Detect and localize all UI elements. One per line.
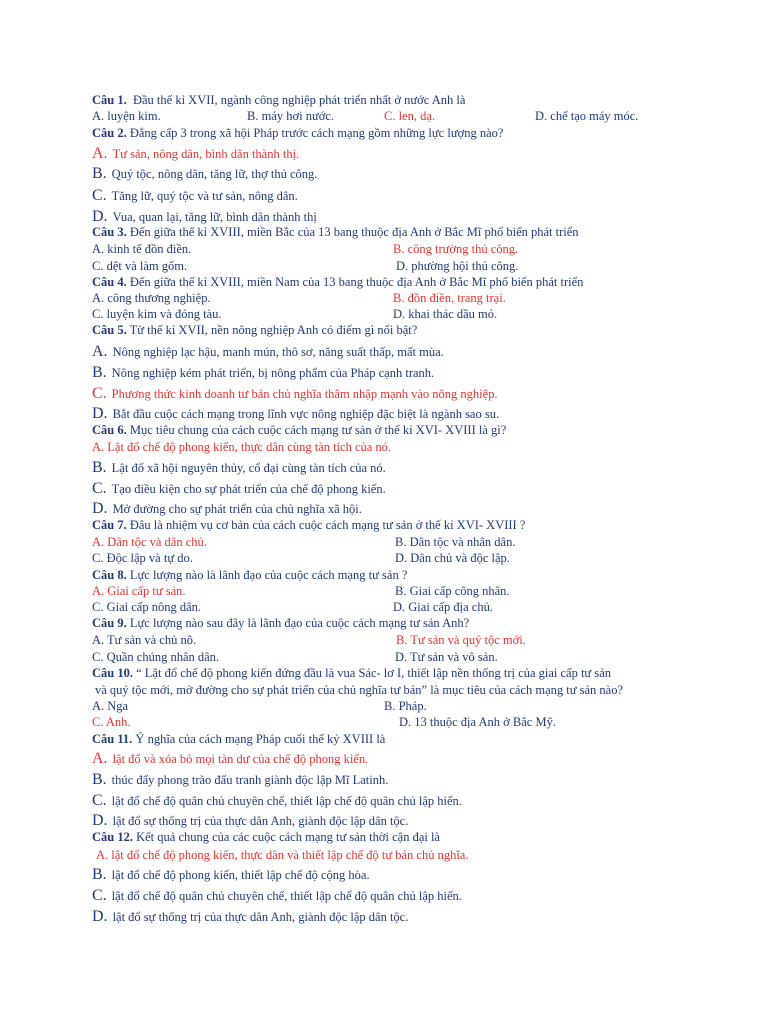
q5-option-d: D. Bắt đầu cuộc cách mạng trong lĩnh vực nông nghiệp đặc biệt là ngành sao su. <box>92 405 500 422</box>
question-2: Câu 2. Đẳng cấp 3 trong xã hội Pháp trước cách mạng gồm những lực lượng nào? <box>92 126 504 140</box>
q4-option-d: D. khai thác dầu mỏ. <box>393 307 498 321</box>
q1-option-c: C. len, dạ. <box>384 109 436 123</box>
question-1: Câu 1. Đầu thế kỉ XVII, ngành công nghiệp phát triển nhất ở nước Anh là <box>92 93 466 107</box>
q6-option-d: D. Mở đường cho sự phát triển của chủ nghĩa xã hội. <box>92 500 362 517</box>
q9-option-a: A. Tư sản và chủ nô. <box>92 633 197 647</box>
q3-option-a: A. kinh tế đồn điền. <box>92 242 192 256</box>
q9-option-c: C. Quần chúng nhân dân. <box>92 650 220 664</box>
q12-option-d: D. lật đổ sự thống trị của thực dân Anh, giành độc lập dân tộc. <box>92 908 409 925</box>
q7-option-c: C. Độc lập và tự do. <box>92 551 193 565</box>
q9-option-d: D. Tư sản và vô sản. <box>395 650 498 664</box>
q7-option-b: B. Dân tộc và nhân dân. <box>395 535 516 549</box>
q3-option-d: D. phường hội thủ công. <box>396 259 519 273</box>
q2-option-c: C. Tăng lữ, quý tộc và tư sản, nông dân. <box>92 187 298 204</box>
q7-option-d: D. Dân chủ và độc lập. <box>395 551 510 565</box>
q5-option-a: A. Nông nghiệp lạc hậu, manh mún, thô sơ, năng suất thấp, mất mùa. <box>92 343 444 360</box>
q11-option-d: D. lật đổ sự thống trị của thực dân Anh, giành độc lập dân tộc. <box>92 812 409 829</box>
q4-option-a: A. công thương nghiệp. <box>92 291 211 305</box>
q8-option-d: D. Giai cấp địa chủ. <box>393 600 493 614</box>
q8-option-b: B. Giai cấp công nhân. <box>395 584 510 598</box>
question-10: Câu 10. “ Lật đổ chế độ phong kiến đứng đầu là vua Sác- lơ I, thiết lập nền thống trị của giai cấp tư sản <box>92 666 611 680</box>
q8-option-c: C. Giai cấp nông dân. <box>92 600 202 614</box>
question-7: Câu 7. Đâu là nhiệm vụ cơ bản của cách cuộc cách mạng tư sản ở thế kỉ XVI- XVIII ? <box>92 518 526 532</box>
q1-option-b: B. máy hơi nước. <box>247 109 334 123</box>
q5-option-c: C. Phương thức kinh doanh tư bản chủ nghĩa thâm nhập mạnh vào nông nghiệp. <box>92 385 498 402</box>
q2-option-b: B. Quý tộc, nông dân, tăng lữ, thợ thủ công. <box>92 165 318 182</box>
q2-option-a: A. Tư sản, nông dân, bình dân thành thị. <box>92 145 300 162</box>
q8-option-a: A. Giai cấp tư sản. <box>92 584 186 598</box>
q6-option-b: B. Lật đổ xã hội nguyên thủy, cổ đại cùng tàn tích của nó. <box>92 459 386 476</box>
q11-option-a: A. lật đổ và xóa bỏ mọi tàn dư của chế độ phong kiến. <box>92 750 369 767</box>
q12-option-a: A. lật đổ chế độ phong kiến, thực dân và thiết lập chế độ tư bản chủ nghĩa. <box>96 848 469 862</box>
q1-option-a: A. luyện kim. <box>92 109 161 123</box>
q7-option-a: A. Dân tộc và dân chủ. <box>92 535 207 549</box>
q6-option-a: A. Lật đổ chế độ phong kiến, thực dân cùng tàn tích của nó. <box>92 440 392 454</box>
q4-option-c: C. luyện kim và đóng tàu. <box>92 307 222 321</box>
q5-option-b: B. Nông nghiệp kém phát triển, bị nông phẩm của Pháp cạnh tranh. <box>92 364 435 381</box>
q4-option-b: B. đồn điền, trang trại. <box>393 291 506 305</box>
q6-option-c: C. Tạo điều kiện cho sự phát triển của chế độ phong kiến. <box>92 480 386 497</box>
question-4: Câu 4. Đến giữa thế kỉ XVIII, miền Nam của 13 bang thuộc địa Anh ở Bắc Mĩ phổ biến phát triển <box>92 275 584 289</box>
q10-option-a: A. Nga <box>92 699 129 713</box>
question-10-cont: và quý tộc mới, mở đường cho sự phát triển của chủ nghĩa tư bản” là mục tiêu của cách mạng tư sản nào? <box>95 683 624 697</box>
q3-option-c: C. dệt và làm gốm. <box>92 259 188 273</box>
question-9: Câu 9. Lực lượng nào sau đây là lãnh đạo của cuộc cách mạng tư sản Anh? <box>92 616 470 630</box>
question-5: Câu 5. Từ thế kỉ XVII, nền nông nghiệp Anh có điểm gì nổi bật? <box>92 323 418 337</box>
q9-option-b: B. Tư sản và quý tộc mới. <box>396 633 526 647</box>
question-12: Câu 12. Kết quả chung của các cuộc cách mạng tư sản thời cận đại là <box>92 830 440 844</box>
q11-option-c: C. lật đổ chế độ quân chủ chuyên chế, thiết lập chế độ quân chủ lập hiến. <box>92 792 462 809</box>
question-3: Câu 3. Đến giữa thế kỉ XVIII, miền Bắc của 13 bang thuộc địa Anh ở Bắc Mĩ phổ biến phát triển <box>92 225 579 239</box>
q3-option-b: B. công trường thủ công. <box>393 242 519 256</box>
q10-option-b: B. Pháp. <box>384 699 427 713</box>
q10-option-c: C. Anh. <box>92 715 131 729</box>
question-11: Câu 11. Ý nghĩa của cách mạng Pháp cuối thế kỷ XVIII là <box>92 732 386 746</box>
q2-option-d: D. Vua, quan lại, tăng lữ, bình dân thành thị <box>92 208 317 225</box>
q11-option-b: B. thúc đẩy phong trào đấu tranh giành độc lập Mĩ Latinh. <box>92 771 389 788</box>
q10-option-d: D. 13 thuộc địa Anh ở Bắc Mỹ. <box>399 715 556 729</box>
question-8: Câu 8. Lực lượng nào là lãnh đạo của cuộc cách mạng tư sản ? <box>92 568 408 582</box>
q1-option-d: D. chế tạo máy móc. <box>535 109 639 123</box>
question-6: Câu 6. Mục tiêu chung của cách cuộc cách mạng tư sản ở thế kỉ XVI- XVIII là gì? <box>92 423 507 437</box>
q12-option-c: C. lật đổ chế độ quân chủ chuyên chế, thiết lập chế độ quân chủ lập hiến. <box>92 887 462 904</box>
q12-option-b: B. lật đổ chế độ phong kiến, thiết lập chế độ cộng hòa. <box>92 866 370 883</box>
